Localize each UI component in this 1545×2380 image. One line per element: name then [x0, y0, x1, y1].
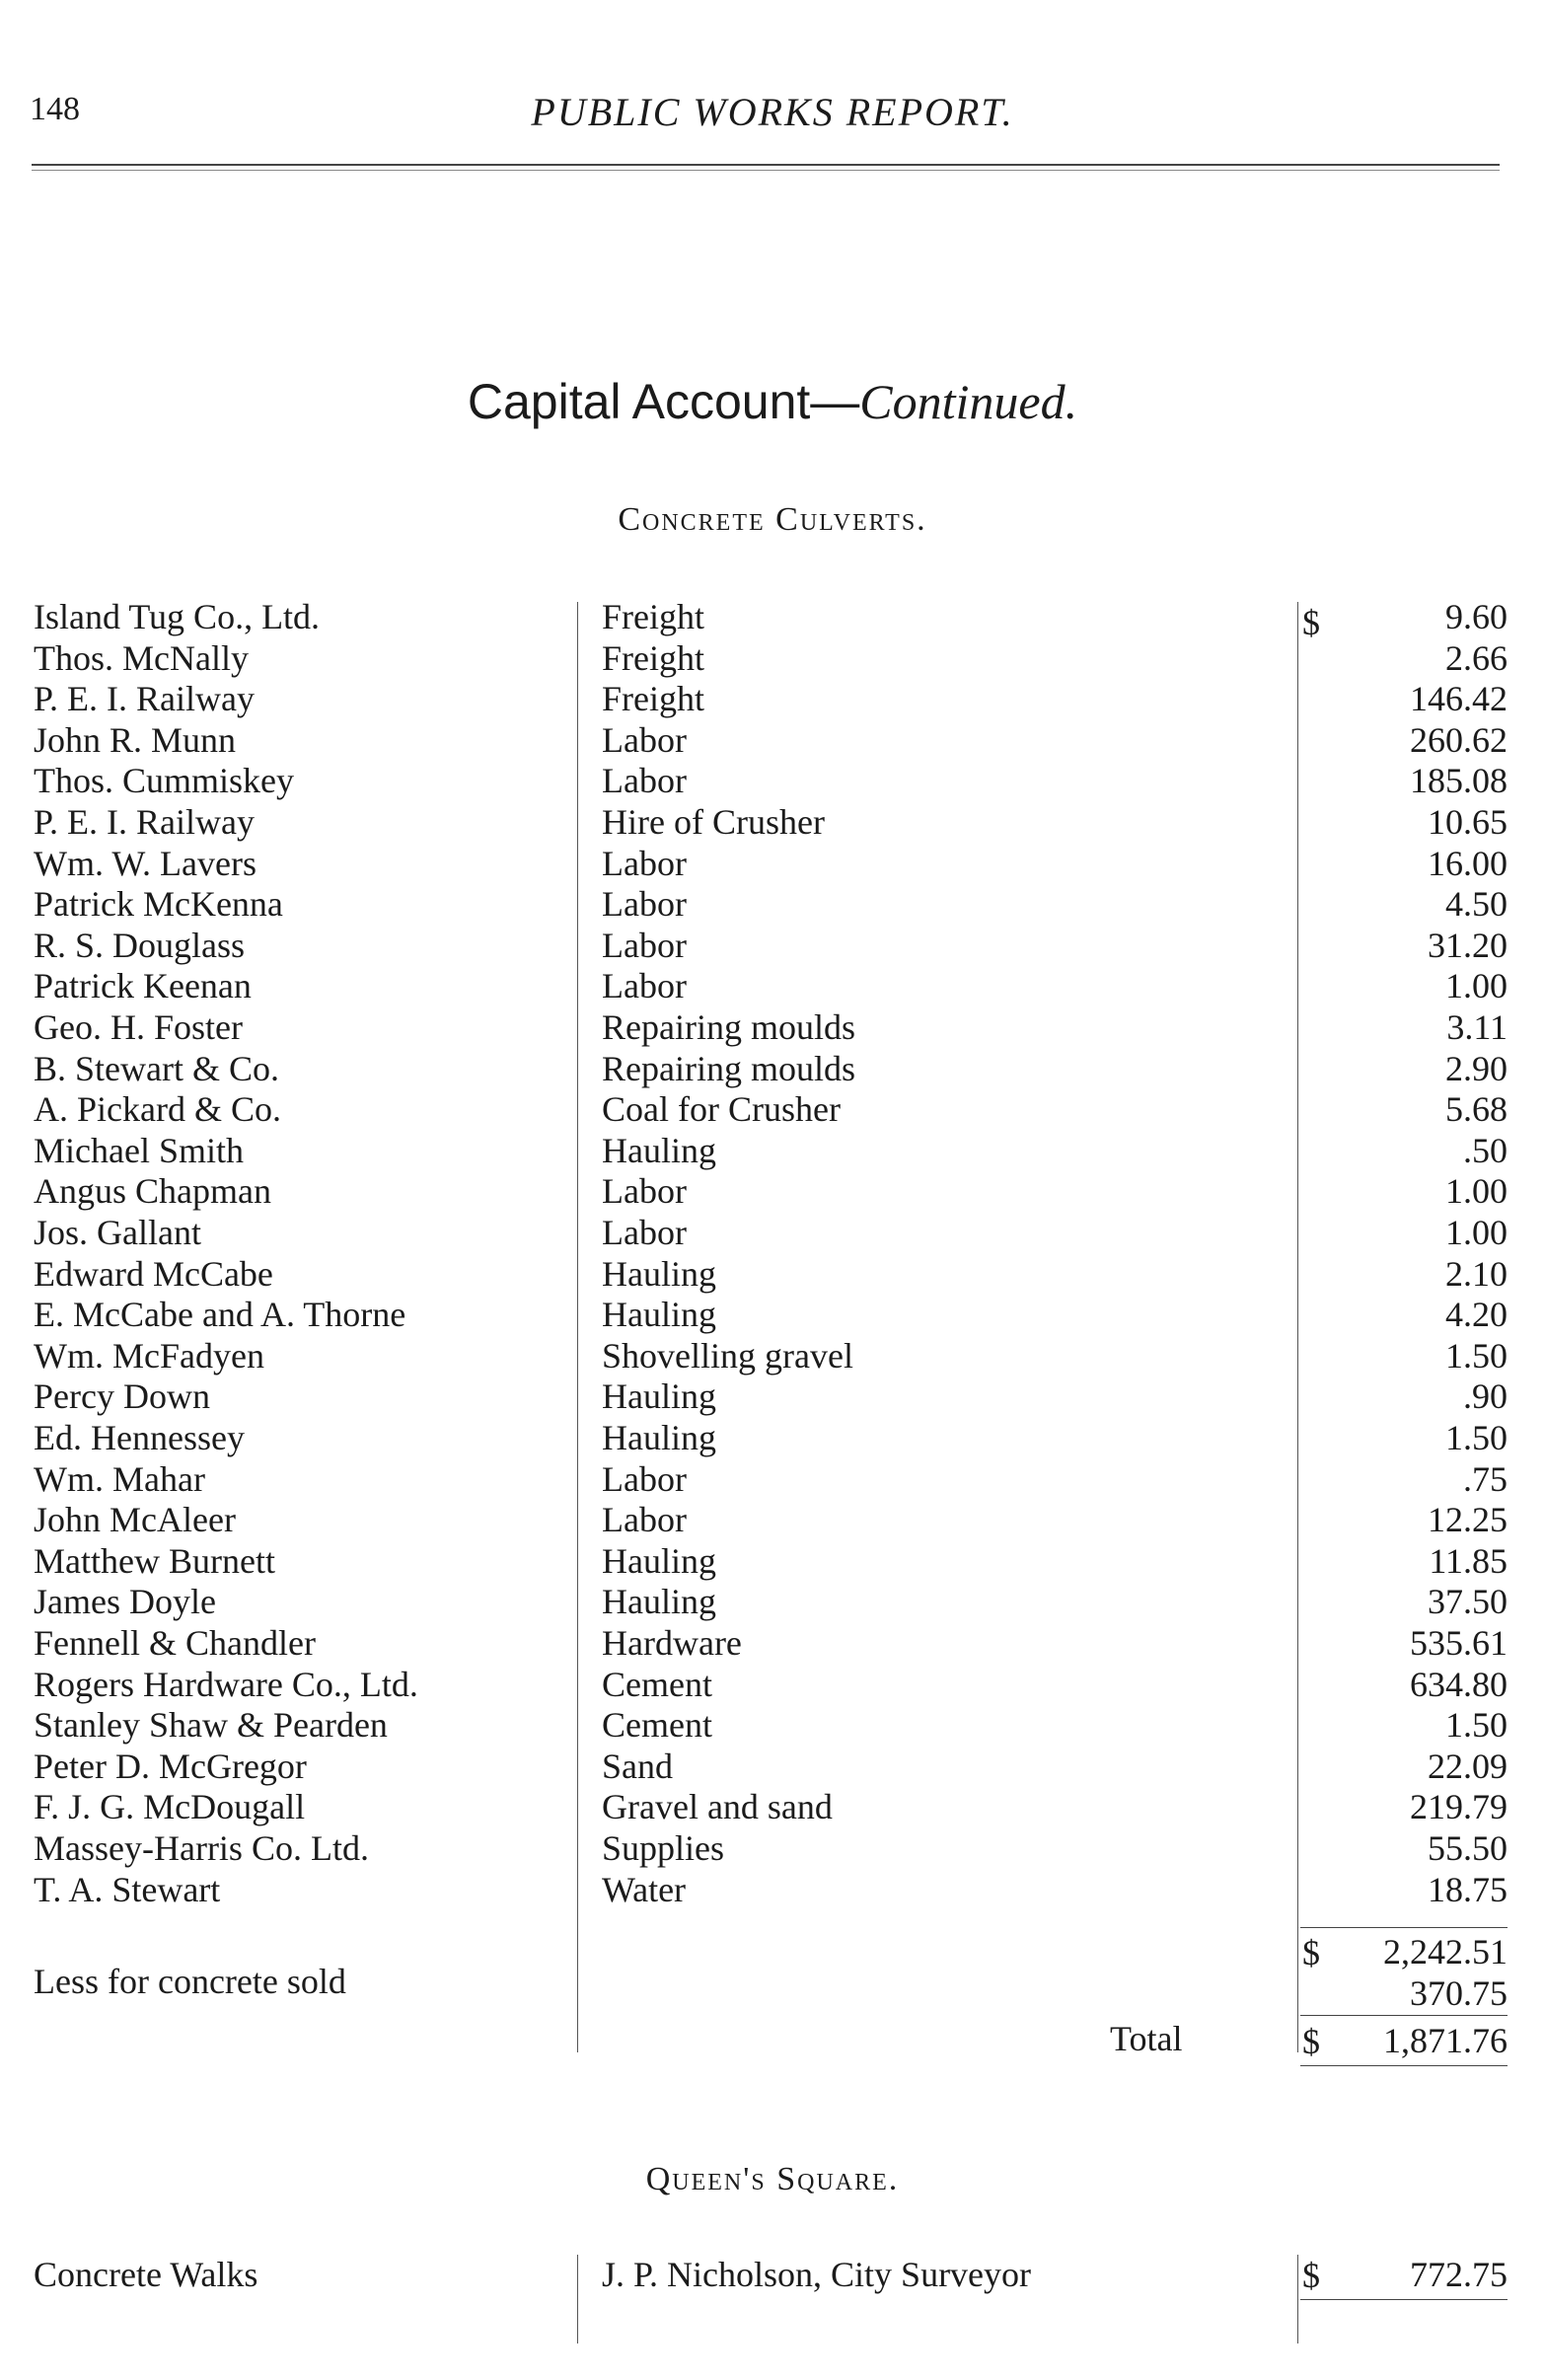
culvert-row-name: R. S. Douglass — [34, 926, 246, 965]
culvert-row-desc: Labor — [602, 884, 687, 924]
culvert-row-desc: Labor — [602, 720, 687, 760]
culvert-row-name: Massey-Harris Co. Ltd. — [34, 1828, 369, 1868]
culvert-row-amount: 219.79 — [1410, 1787, 1508, 1826]
culvert-row-amount: 1.50 — [1445, 1418, 1508, 1457]
culvert-row-name: Michael Smith — [34, 1131, 244, 1170]
total-amount: 1,871.76 — [1383, 2021, 1508, 2060]
culvert-row-name: Percy Down — [34, 1376, 210, 1416]
culvert-row-amount: 10.65 — [1428, 802, 1508, 842]
culvert-row-desc: Cement — [602, 1705, 712, 1745]
culvert-row-name: James Doyle — [34, 1582, 216, 1621]
culvert-row-name: Patrick McKenna — [34, 884, 283, 924]
culvert-row-name: Angus Chapman — [34, 1171, 271, 1211]
culvert-row-amount: .50 — [1463, 1131, 1508, 1170]
culvert-row-desc: Hauling — [602, 1418, 716, 1457]
culvert-row-amount: 1.00 — [1445, 966, 1508, 1005]
less-label: Less for concrete sold — [34, 1962, 346, 2001]
culvert-row-name: Patrick Keenan — [34, 966, 252, 1005]
culvert-row-name: Fennell & Chandler — [34, 1623, 316, 1663]
culvert-row-amount: .75 — [1463, 1459, 1508, 1499]
section-title-dash: — — [810, 374, 860, 429]
culvert-row-desc: Hauling — [602, 1295, 716, 1334]
culvert-row-desc: Repairing moulds — [602, 1007, 855, 1047]
culvert-row-amount: 37.50 — [1428, 1582, 1508, 1621]
culvert-row-amount: 22.09 — [1428, 1747, 1508, 1786]
queens-square-heading: Queen's Square. — [645, 2161, 900, 2197]
column-divider-right — [1297, 602, 1298, 2052]
total-label: Total — [1110, 2019, 1183, 2058]
culvert-row-name: Stanley Shaw & Pearden — [34, 1705, 388, 1745]
section-title-main: Capital Account — [467, 374, 811, 429]
subtotal-rule — [1300, 1927, 1508, 1928]
column-divider-left — [577, 602, 578, 2052]
culvert-row-name: T. A. Stewart — [34, 1870, 221, 1909]
qs-currency: $ — [1302, 2256, 1320, 2295]
culvert-row-amount: 1.00 — [1445, 1213, 1508, 1252]
section-title-continued: Continued. — [859, 374, 1078, 429]
culvert-row-desc: Labor — [602, 844, 687, 883]
culvert-row-desc: Labor — [602, 966, 687, 1005]
culvert-row-desc: Sand — [602, 1747, 673, 1786]
culvert-row-desc: Labor — [602, 761, 687, 800]
culvert-row-amount: 2.66 — [1445, 638, 1508, 678]
culvert-row-name: F. J. G. McDougall — [34, 1787, 306, 1826]
culvert-row-amount: 634.80 — [1410, 1665, 1508, 1704]
culvert-row-amount: 55.50 — [1428, 1828, 1508, 1868]
culvert-row-name: P. E. I. Railway — [34, 802, 255, 842]
culvert-row-desc: Labor — [602, 1500, 687, 1539]
queens-square-item-name: Concrete Walks — [34, 2255, 258, 2294]
culvert-row-desc: Labor — [602, 926, 687, 965]
culvert-row-amount: .90 — [1463, 1376, 1508, 1416]
qs-underline — [1300, 2299, 1508, 2300]
culvert-row-name: Matthew Burnett — [34, 1541, 275, 1581]
culvert-row-name: Peter D. McGregor — [34, 1747, 307, 1786]
culvert-row-name: B. Stewart & Co. — [34, 1049, 279, 1088]
culvert-row-amount: 1.00 — [1445, 1171, 1508, 1211]
culvert-row-name: Rogers Hardware Co., Ltd. — [34, 1665, 418, 1704]
culvert-row-desc: Water — [602, 1870, 687, 1909]
culvert-row-amount: 18.75 — [1428, 1870, 1508, 1909]
culvert-row-desc: Hauling — [602, 1376, 716, 1416]
running-title: PUBLIC WORKS REPORT. — [531, 90, 1014, 134]
currency-symbol: $ — [1302, 603, 1320, 642]
culvert-row-amount: 2.90 — [1445, 1049, 1508, 1088]
culvert-row-desc: Hauling — [602, 1582, 716, 1621]
culvert-row-amount: 4.20 — [1445, 1295, 1508, 1334]
culvert-row-amount: 16.00 — [1428, 844, 1508, 883]
page-number: 148 — [30, 91, 80, 127]
culvert-row-name: A. Pickard & Co. — [34, 1089, 281, 1129]
culvert-row-desc: Hauling — [602, 1131, 716, 1170]
culvert-row-name: Edward McCabe — [34, 1254, 273, 1294]
culvert-row-desc: Gravel and sand — [602, 1787, 833, 1826]
culvert-row-name: John McAleer — [34, 1500, 236, 1539]
qs-divider-left — [577, 2255, 578, 2343]
culvert-row-desc: Freight — [602, 638, 704, 678]
culvert-row-amount: 31.20 — [1428, 926, 1508, 965]
total-currency: $ — [1302, 2022, 1320, 2061]
culvert-row-amount: 260.62 — [1410, 720, 1508, 760]
culvert-row-desc: Coal for Crusher — [602, 1089, 841, 1129]
culvert-row-amount: 185.08 — [1410, 761, 1508, 800]
section-title — [0, 373, 1545, 430]
qs-divider-right — [1297, 2255, 1298, 2343]
culvert-row-name: Island Tug Co., Ltd. — [34, 597, 321, 636]
culvert-row-desc: Hardware — [602, 1623, 742, 1663]
culvert-row-name: E. McCabe and A. Thorne — [34, 1295, 406, 1334]
culvert-row-amount: 1.50 — [1445, 1705, 1508, 1745]
header-rule-thin — [32, 170, 1500, 171]
culvert-row-amount: 146.42 — [1410, 679, 1508, 718]
culvert-row-amount: 2.10 — [1445, 1254, 1508, 1294]
culverts-heading: Concrete Culverts. — [618, 501, 927, 538]
culvert-row-name: John R. Munn — [34, 720, 237, 760]
header-rule — [32, 164, 1500, 166]
culvert-row-amount: 535.61 — [1410, 1623, 1508, 1663]
queens-square-amount: 772.75 — [1410, 2255, 1508, 2294]
culvert-row-desc: Shovelling gravel — [602, 1336, 853, 1376]
less-amount: 370.75 — [1410, 1973, 1508, 2013]
culvert-row-desc: Repairing moulds — [602, 1049, 855, 1088]
culvert-row-amount: 11.85 — [1429, 1541, 1508, 1581]
culvert-row-name: Wm. W. Lavers — [34, 844, 257, 883]
subtotal-amount: 2,242.51 — [1383, 1932, 1508, 1971]
culvert-row-desc: Hauling — [602, 1254, 716, 1294]
culvert-row-name: Wm. McFadyen — [34, 1336, 264, 1376]
subtotal-currency: $ — [1302, 1933, 1320, 1972]
culvert-row-name: Thos. Cummiskey — [34, 761, 295, 800]
culvert-row-name: Ed. Hennessey — [34, 1418, 245, 1457]
culvert-row-amount: 1.50 — [1445, 1336, 1508, 1376]
culvert-row-amount: 9.60 — [1445, 597, 1508, 636]
culvert-row-name: Jos. Gallant — [34, 1213, 201, 1252]
culvert-row-desc: Labor — [602, 1459, 687, 1499]
culvert-row-amount: 12.25 — [1428, 1500, 1508, 1539]
culvert-row-desc: Freight — [602, 679, 704, 718]
culvert-row-desc: Cement — [602, 1665, 712, 1704]
culvert-row-name: Geo. H. Foster — [34, 1007, 243, 1047]
culvert-row-desc: Labor — [602, 1171, 687, 1211]
queens-square-item-desc: J. P. Nicholson, City Surveyor — [602, 2255, 1032, 2294]
total-rule — [1300, 2015, 1508, 2016]
culvert-row-amount: 3.11 — [1446, 1007, 1508, 1047]
culvert-row-desc: Hire of Crusher — [602, 802, 825, 842]
culvert-row-desc: Freight — [602, 597, 704, 636]
culvert-row-amount: 5.68 — [1445, 1089, 1508, 1129]
culvert-row-amount: 4.50 — [1445, 884, 1508, 924]
culvert-row-name: Wm. Mahar — [34, 1459, 205, 1499]
culvert-row-desc: Labor — [602, 1213, 687, 1252]
culvert-row-desc: Supplies — [602, 1828, 725, 1868]
culvert-row-desc: Hauling — [602, 1541, 716, 1581]
culvert-row-name: Thos. McNally — [34, 638, 249, 678]
culvert-row-name: P. E. I. Railway — [34, 679, 255, 718]
total-underline — [1300, 2065, 1508, 2066]
